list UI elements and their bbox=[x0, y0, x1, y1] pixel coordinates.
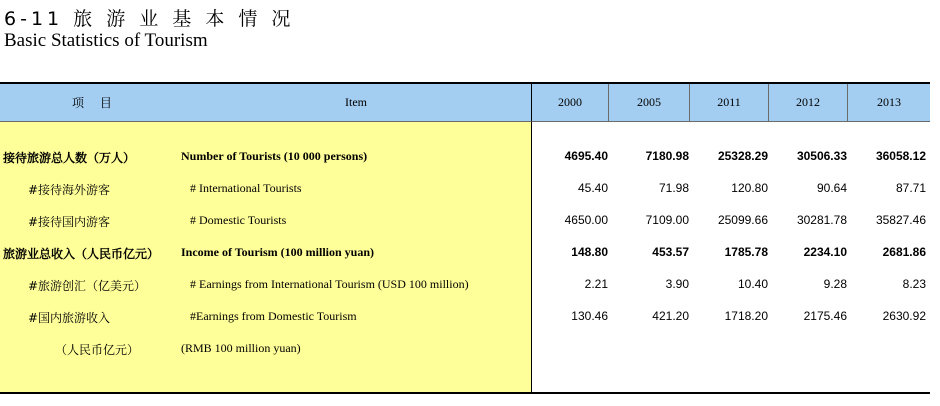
value-2000: 148.80 bbox=[571, 245, 608, 259]
row-label-cn: 接待旅游总人数（万人） bbox=[3, 151, 136, 165]
row-label-cn: （人民币亿元） bbox=[55, 343, 140, 357]
row-label-en: # Earnings from International Tourism (USD 100 million) bbox=[190, 277, 469, 291]
table-row bbox=[0, 242, 930, 262]
row-label-en: (RMB 100 million yuan) bbox=[181, 341, 301, 355]
table-row bbox=[0, 210, 930, 230]
table-row bbox=[0, 178, 930, 198]
header-items-en: Item bbox=[345, 95, 367, 109]
tourism-statistics-table bbox=[0, 82, 930, 394]
row-label-en: #Earnings from Domestic Tourism bbox=[190, 309, 357, 323]
value-2005: 453.57 bbox=[652, 245, 689, 259]
value-2012: 30506.33 bbox=[796, 149, 847, 163]
value-2005: 7109.00 bbox=[645, 213, 689, 227]
value-2013: 87.71 bbox=[895, 181, 926, 195]
table-row bbox=[0, 146, 930, 166]
value-2011: 25328.29 bbox=[717, 149, 768, 163]
row-label-cn: #旅游创汇（亿美元） bbox=[28, 279, 147, 293]
row-label-cn: #接待国内游客 bbox=[28, 215, 111, 229]
value-2000: 2.21 bbox=[584, 277, 608, 291]
value-2000: 130.46 bbox=[571, 309, 608, 323]
value-2013: 8.23 bbox=[902, 277, 926, 291]
table-row bbox=[0, 306, 930, 326]
value-2011: 1785.78 bbox=[724, 245, 768, 259]
value-2000: 45.40 bbox=[577, 181, 608, 195]
value-2012: 30281.78 bbox=[796, 213, 847, 227]
value-2011: 120.80 bbox=[731, 181, 768, 195]
page-title-cn: 6-11 旅 游 业 基 本 情 况 bbox=[4, 8, 295, 30]
value-2011: 1718.20 bbox=[724, 309, 768, 323]
value-2013: 2630.92 bbox=[882, 309, 926, 323]
value-2012: 90.64 bbox=[816, 181, 847, 195]
header-year-2000: 2000 bbox=[532, 84, 609, 122]
row-label-en: Income of Tourism (100 million yuan) bbox=[181, 245, 375, 259]
table-row bbox=[0, 274, 930, 294]
table-bottom-border bbox=[0, 392, 930, 394]
value-2012: 2175.46 bbox=[803, 309, 847, 323]
header-items-cell bbox=[0, 84, 532, 122]
value-2000: 4695.40 bbox=[564, 149, 608, 163]
row-label-cn: 旅游业总收入（人民币亿元） bbox=[3, 247, 160, 261]
row-label-en: # International Tourists bbox=[190, 181, 302, 195]
row-label-en: # Domestic Tourists bbox=[190, 213, 287, 227]
value-2012: 2234.10 bbox=[803, 245, 847, 259]
value-2013: 36058.12 bbox=[875, 149, 926, 163]
row-label-cn: #国内旅游收入 bbox=[28, 311, 111, 325]
value-2012: 9.28 bbox=[823, 277, 847, 291]
value-2005: 421.20 bbox=[652, 309, 689, 323]
row-label-en: Number of Tourists (10 000 persons) bbox=[181, 149, 368, 163]
header-year-2012: 2012 bbox=[769, 84, 848, 122]
page-title-en: Basic Statistics of Tourism bbox=[4, 30, 208, 51]
value-2005: 7180.98 bbox=[645, 149, 689, 163]
header-year-2011: 2011 bbox=[690, 84, 769, 122]
value-2005: 3.90 bbox=[665, 277, 689, 291]
value-2011: 10.40 bbox=[737, 277, 768, 291]
row-label-cn: #接待海外游客 bbox=[28, 183, 111, 197]
header-items-cn: 项 目 bbox=[72, 96, 118, 110]
value-2013: 2681.86 bbox=[882, 245, 926, 259]
value-2005: 71.98 bbox=[658, 181, 689, 195]
value-2011: 25099.66 bbox=[717, 213, 768, 227]
header-year-2005: 2005 bbox=[609, 84, 690, 122]
value-2000: 4650.00 bbox=[564, 213, 608, 227]
table-row bbox=[0, 338, 930, 358]
header-year-2013: 2013 bbox=[848, 84, 930, 122]
value-2013: 35827.46 bbox=[875, 213, 926, 227]
